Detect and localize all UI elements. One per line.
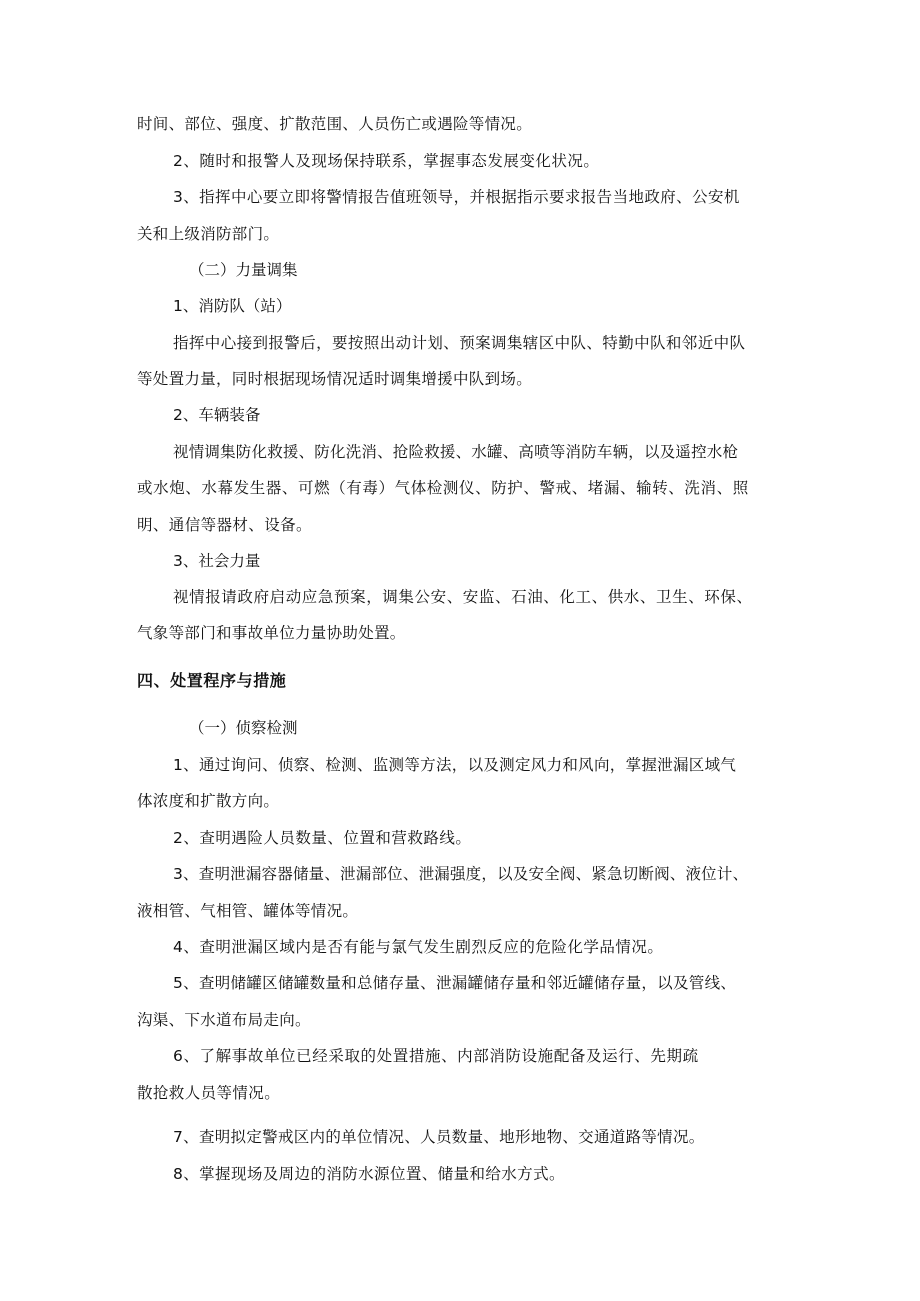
paragraph-line: 体浓度和扩散方向。	[137, 792, 280, 810]
list-item-heading: 1、消防队（站）	[173, 297, 292, 315]
paragraph-line: 等处置力量，同时根据现场情况适时调集增援中队到场。	[137, 370, 533, 388]
section-subheading: （二）力量调集	[189, 261, 298, 279]
section-heading: 四、处置程序与措施	[137, 671, 287, 690]
paragraph-line: 1、通过询问、侦察、检测、监测等方法，以及测定风力和风向，掌握泄漏区域气	[173, 756, 737, 774]
paragraph-line: 2、查明遇险人员数量、位置和营救路线。	[173, 829, 472, 847]
paragraph-line: 沟渠、下水道布局走向。	[137, 1011, 311, 1029]
paragraph-line: 气象等部门和事故单位力量协助处置。	[137, 624, 406, 642]
paragraph-line: 6、了解事故单位已经采取的处置措施、内部消防设施配备及运行、先期疏	[173, 1047, 699, 1065]
list-item-heading: 2、车辆装备	[173, 406, 261, 424]
paragraph-line: 液相管、气相管、罐体等情况。	[137, 902, 359, 920]
paragraph-line: 散抢救人员等情况。	[137, 1084, 281, 1102]
paragraph-line: 5、查明储罐区储罐数量和总储存量、泄漏罐储存量和邻近罐储存量，以及管线、	[173, 974, 737, 992]
paragraph-line: 4、查明泄漏区域内是否有能与氯气发生剧烈反应的危险化学品情况。	[173, 938, 664, 956]
paragraph-line: 或水炮、水幕发生器、可燃（有毒）气体检测仪、防护、警戒、堵漏、输转、洗消、照	[137, 479, 749, 497]
paragraph-line: 7、查明拟定警戒区内的单位情况、人员数量、地形地物、交通道路等情况。	[173, 1128, 705, 1146]
paragraph-line: 指挥中心接到报警后，要按照出动计划、预案调集辖区中队、特勤中队和邻近中队	[173, 334, 746, 352]
paragraph-line: 2、随时和报警人及现场保持联系，掌握事态发展变化状况。	[173, 152, 600, 170]
paragraph-line: 明、通信等器材、设备。	[137, 516, 312, 534]
paragraph-line: 关和上级消防部门。	[137, 225, 280, 243]
paragraph-line: 3、查明泄漏容器储量、泄漏部位、泄漏强度，以及安全阀、紧急切断阀、液位计、	[173, 865, 749, 883]
paragraph-line: 时间、部位、强度、扩散范围、人员伤亡或遇险等情况。	[137, 115, 533, 133]
paragraph-line: 视情报请政府启动应急预案，调集公安、安监、石油、化工、供水、卫生、环保、	[173, 588, 753, 606]
paragraph-line: 8、掌握现场及周边的消防水源位置、储量和给水方式。	[173, 1165, 565, 1183]
section-subheading: （一）侦察检测	[189, 719, 298, 737]
paragraph-line: 3、指挥中心要立即将警情报告值班领导，并根据指示要求报告当地政府、公安机	[173, 188, 740, 206]
paragraph-line: 视情调集防化救援、防化洗消、抢险救援、水罐、高喷等消防车辆，以及遥控水枪	[173, 443, 739, 461]
list-item-heading: 3、社会力量	[173, 552, 261, 570]
